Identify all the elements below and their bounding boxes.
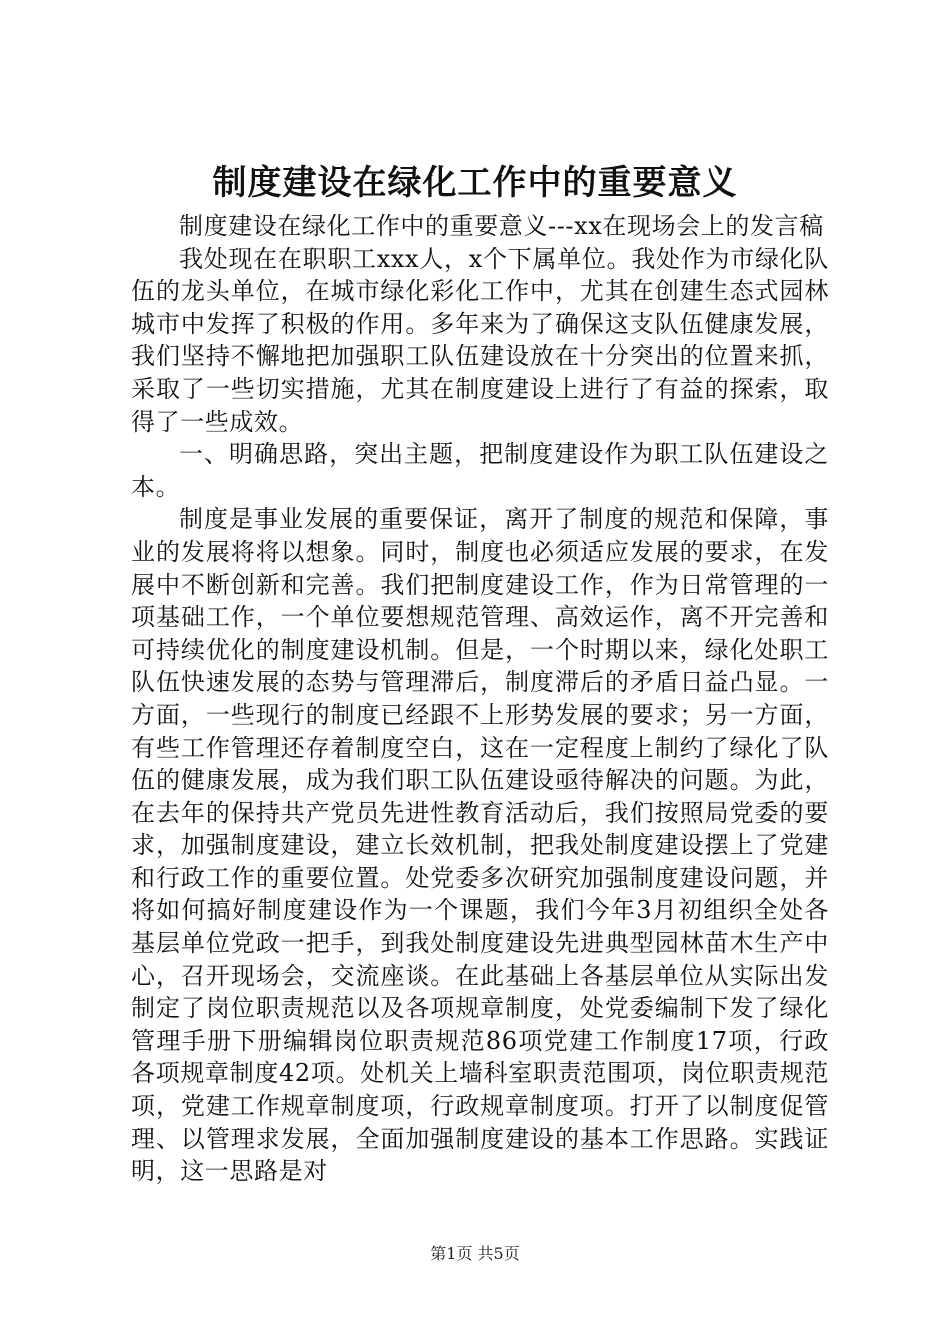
- body-paragraph: 我处现在在职职工xxx人，x个下属单位。我处作为市绿化队伍的龙头单位，在城市绿化彩化工作中，尤其在创建生态式园林城市中发挥了积极的作用。多年来为了确保这支队伍健康发展，我们坚持不懈地把加强职工队伍建设放在十分突出的位置来抓，采取了一些切实措施，尤其在制度建设上进行了有益的探索，取得了一些成效。: [131, 244, 829, 436]
- body-paragraph: 制度是事业发展的重要保证，离开了制度的规范和保障，事业的发展将将以想象。同时，制度也必须适应发展的要求，在发展中不断创新和完善。我们把制度建设工作，作为日常管理的一项基础工作，一个单位要想规范管理、高效运作，离不开完善和可持续优化的制度建设机制。但是，一个时期以来，绿化处职工队伍快速发展的态势与管理滞后，制度滞后的矛盾日益凸显。一方面，一些现行的制度已经跟不上形势发展的要求；另一方面，有些工作管理还存着制度空白，这在一定程度上制约了绿化了队伍的健康发展，成为我们职工队伍建设亟待解决的问题。为此，在去年的保持共产党员先进性教育活动后，我们按照局党委的要求，加强制度建设，建立长效机制，把我处制度建设摆上了党建和行政工作的重要位置。处党委多次研究加强制度建设问题，并将如何搞好制度建设作为一个课题，我们今年3月初组织全处各基层单位党政一把手，到我处制度建设先进典型园林苗木生产中心，召开现场会，交流座谈。在此基础上各基层单位从实际出发制定了岗位职责规范以及各项规章制度，处党委编制下发了绿化管理手册下册编辑岗位职责规范86项党建工作制度17项，行政各项规章制度42项。处机关上墙科室职责范围项，岗位职责规范项，党建工作规章制度项，行政规章制度项。打开了以制度促管理、以管理求发展，全面加强制度建设的基本工作思路。实践证明，这一思路是对: [131, 505, 829, 1186]
- document-body: [131, 210, 829, 1188]
- document-title: 制度建设在绿化工作中的重要意义: [212, 163, 738, 203]
- subtitle-paragraph: 制度建设在绿化工作中的重要意义---xx在现场会上的发言稿: [179, 212, 824, 240]
- page-footer: 第1页 共5页: [430, 1244, 520, 1263]
- section-heading: 一、明确思路，突出主题，把制度建设作为职工队伍建设之本。: [131, 440, 829, 501]
